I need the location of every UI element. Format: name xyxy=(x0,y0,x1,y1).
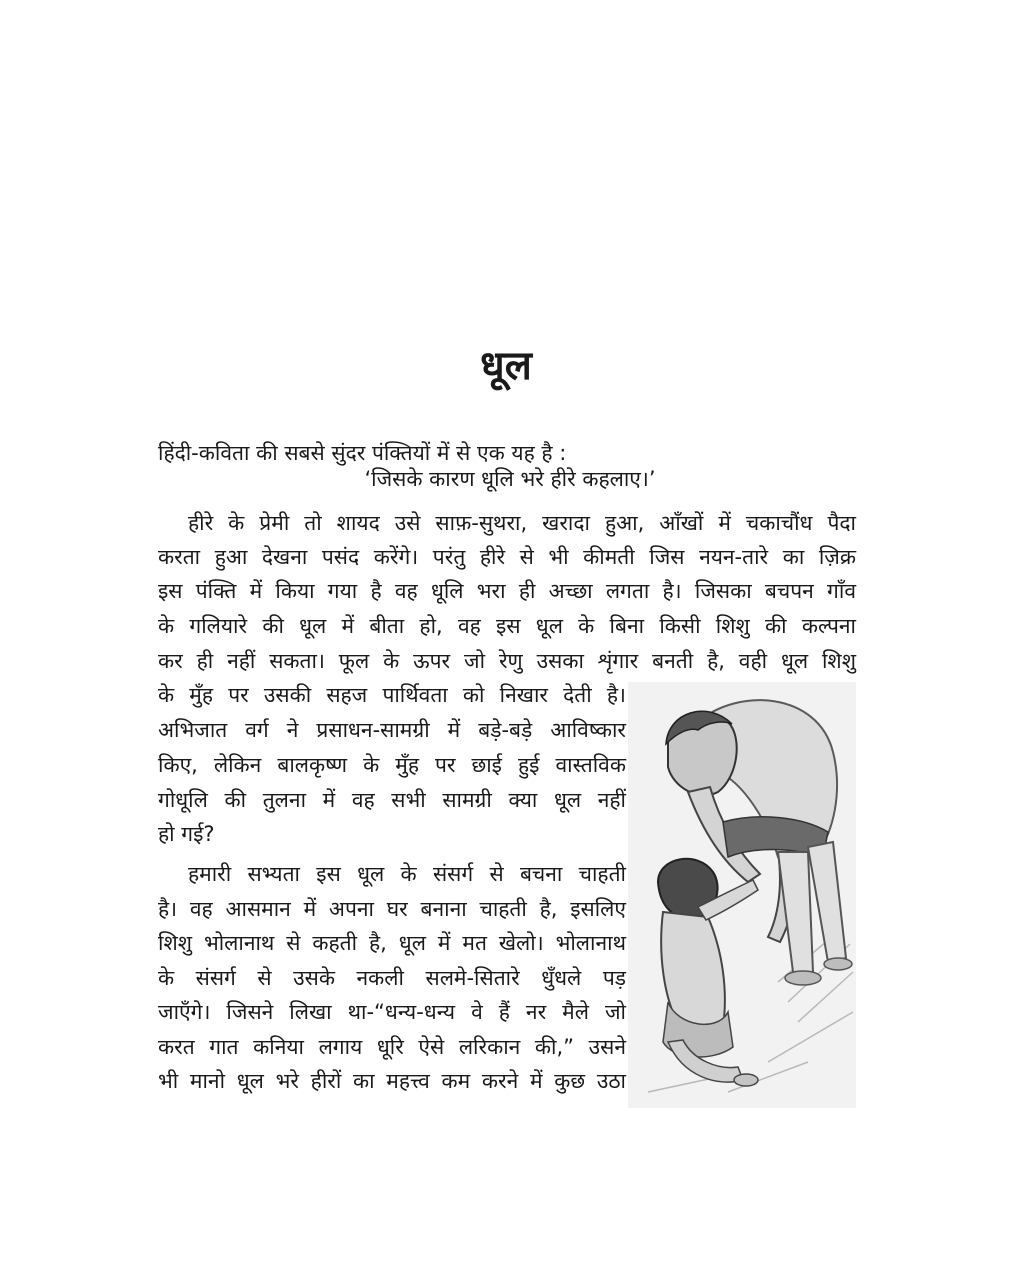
paragraph2-line: हमारी सभ्यता इस धूल के संसर्ग से बचना चाहती xyxy=(188,862,626,886)
paragraph2-line: जाएँगे। जिसने लिखा था-“धन्य-धन्य वे हैं नर मैले जो xyxy=(158,1000,626,1024)
paragraph2-line: भी मानो धूल भरे हीरों का महत्त्व कम करने में कुछ उठा xyxy=(158,1069,626,1093)
paragraph1-line: कर ही नहीं सकता। फूल के ऊपर जो रेणु उसका शृंगार बनती है, वही धूल शिशु xyxy=(158,649,856,673)
paragraph1-line: गोधूलि की तुलना में वह सभी सामग्री क्या धूल नहीं xyxy=(158,788,626,812)
chapter-title: धूल xyxy=(480,343,532,389)
paragraph2-line: शिशु भोलानाथ से कहती है, धूल में मत खेलो। भोलानाथ xyxy=(158,931,626,955)
paragraph1-line: के गलियारे की धूल में बीता हो, वह इस धूल के बिना किसी शिशु की कल्पना xyxy=(158,614,856,638)
paragraph2-line: है। वह आसमान में अपना घर बनाना चाहती है, इसलिए xyxy=(158,897,626,921)
paragraph1-line: इस पंक्ति में किया गया है वह धूलि भरा ही अच्छा लगता है। जिसका बचपन गाँव xyxy=(158,579,856,603)
paragraph1-line: करता हुआ देखना पसंद करेंगे। परंतु हीरे से भी कीमती जिस नयन-तारे का ज़िक्र xyxy=(158,545,856,569)
adult-lifting-child-illustration xyxy=(628,682,856,1108)
paragraph1-line: किए, लेकिन बालकृष्ण के मुँह पर छाई हुई वास्तविक xyxy=(158,753,626,777)
paragraph1-line: के मुँह पर उसकी सहज पार्थिवता को निखार देती है। xyxy=(158,683,626,707)
paragraph2-line: करत गात कनिया लगाय धूरि ऐसे लरिकान की,” उसने xyxy=(158,1035,626,1059)
paragraph1-line: हीरे के प्रेमी तो शायद उसे साफ़-सुथरा, खरादा हुआ, आँखों में चकाचौंध पैदा xyxy=(188,511,856,535)
paragraph1-line: हो गई? xyxy=(158,822,215,846)
poem-quote: ‘जिसके कारण धूलि भरे हीरे कहलाए।’ xyxy=(364,467,656,491)
paragraph1-line: अभिजात वर्ग ने प्रसाधन-सामग्री में बड़े-बड़े आविष्कार xyxy=(158,718,626,742)
paragraph2-line: के संसर्ग से उसके नकली सलमे-सितारे धुँधले पड़ xyxy=(158,966,626,990)
intro-line: हिंदी-कविता की सबसे सुंदर पंक्तियों में से एक यह है : xyxy=(158,441,567,465)
